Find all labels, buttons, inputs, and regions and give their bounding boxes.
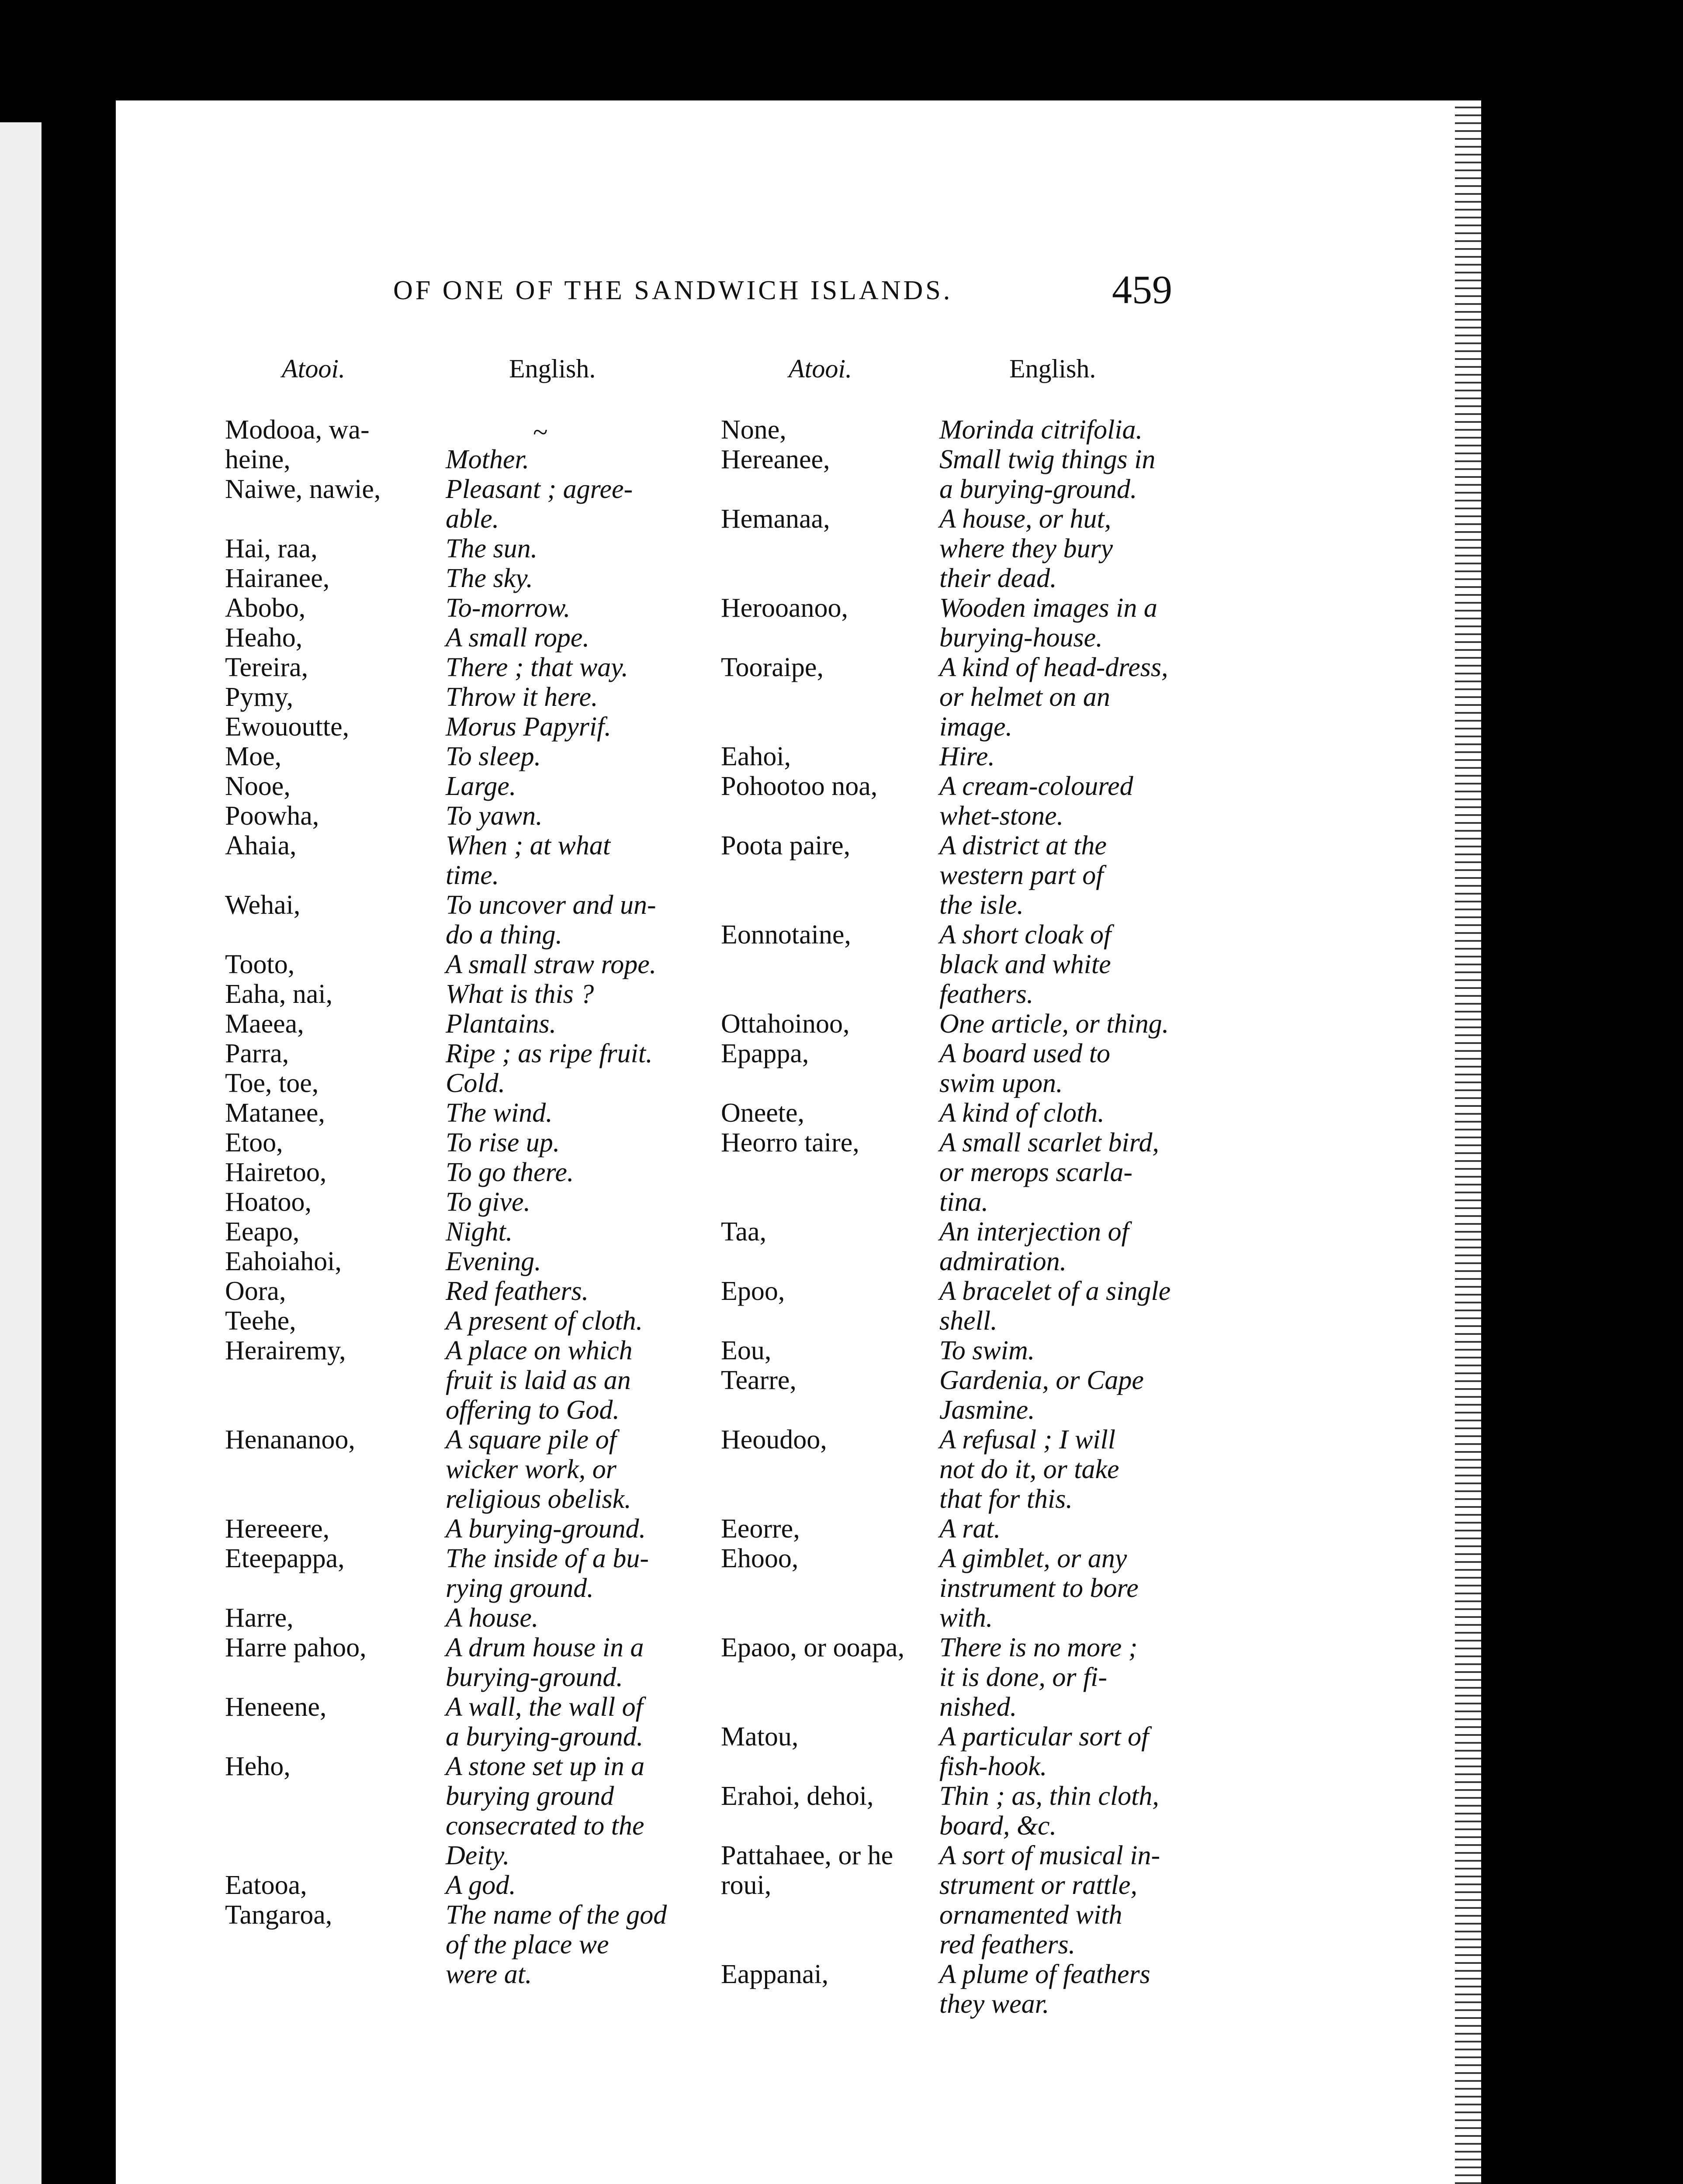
english-gloss: A rat. (939, 1514, 1001, 1544)
native-word: Harre, (225, 1603, 294, 1633)
native-word: Eahoi, (721, 742, 791, 771)
native-word: Eahoiahoi, (225, 1247, 342, 1276)
native-word: Hai, raa, (225, 534, 318, 563)
native-word: Eeapo, (225, 1217, 300, 1247)
english-gloss: Morinda citrifolia. (939, 415, 1143, 445)
english-gloss: ornamented with (939, 1900, 1122, 1930)
native-word: Ehooo, (721, 1544, 799, 1573)
english-gloss: of the place we (446, 1930, 609, 1959)
native-word: Taa, (721, 1217, 767, 1247)
native-word: Ahaia, (225, 831, 297, 860)
english-gloss: offering to God. (446, 1395, 620, 1425)
native-word: Hereeere, (225, 1514, 330, 1544)
english-gloss: A stone set up in a (446, 1752, 645, 1781)
english-gloss: A plume of feathers (939, 1959, 1150, 1989)
native-word: Pymy, (225, 682, 294, 712)
english-gloss: A house. (446, 1603, 539, 1633)
english-gloss: or helmet on an (939, 682, 1110, 712)
english-gloss: Large. (446, 771, 516, 801)
english-gloss: their dead. (939, 563, 1057, 593)
english-gloss: A wall, the wall of (446, 1692, 643, 1722)
english-gloss: One article, or thing. (939, 1009, 1169, 1039)
english-gloss: To-morrow. (446, 593, 571, 623)
english-gloss: A drum house in a (446, 1633, 644, 1662)
english-gloss: A small scarlet bird, (939, 1128, 1159, 1158)
left-word-heading: Atooi. (282, 354, 345, 383)
english-gloss: instrument to bore (939, 1573, 1139, 1603)
english-gloss: A present of cloth. (446, 1306, 643, 1336)
english-gloss: consecrated to the (446, 1811, 644, 1841)
english-gloss: shell. (939, 1306, 997, 1336)
english-gloss: To rise up. (446, 1128, 560, 1158)
native-word: Naiwe, nawie, (225, 474, 381, 504)
native-word: Heorro taire, (721, 1128, 859, 1158)
english-gloss: strument or rattle, (939, 1870, 1137, 1900)
english-gloss: A sort of musical in- (939, 1841, 1160, 1870)
english-gloss: A burying-ground. (446, 1514, 646, 1544)
native-word: Hairetoo, (225, 1158, 327, 1187)
native-word: Eappanai, (721, 1959, 829, 1989)
english-gloss: swim upon. (939, 1068, 1063, 1098)
english-gloss: Plantains. (446, 1009, 557, 1039)
native-word: Poowha, (225, 801, 319, 831)
english-gloss: What is this ? (446, 979, 594, 1009)
native-word: Hairanee, (225, 563, 330, 593)
native-word: Moe, (225, 742, 282, 771)
english-gloss: wicker work, or (446, 1455, 616, 1484)
english-gloss: A board used to (939, 1039, 1110, 1068)
english-gloss: red feathers. (939, 1930, 1076, 1959)
english-gloss: burying-ground. (446, 1662, 623, 1692)
native-word: Modooa, wa- (225, 415, 370, 445)
english-gloss: A house, or hut, (939, 504, 1112, 534)
native-word: Eteepappa, (225, 1544, 345, 1573)
english-gloss: Pleasant ; agree- (446, 474, 633, 504)
english-gloss: fish-hook. (939, 1752, 1047, 1781)
english-gloss: Ripe ; as ripe fruit. (446, 1039, 653, 1068)
english-gloss: The sky. (446, 563, 533, 593)
english-gloss: A refusal ; I will (939, 1425, 1115, 1455)
english-gloss: The sun. (446, 534, 538, 563)
page-number: 459 (1112, 267, 1172, 312)
native-word: Toe, toe, (225, 1068, 319, 1098)
english-gloss: Mother. (446, 445, 530, 474)
english-gloss: The wind. (446, 1098, 553, 1128)
native-word: Teehe, (225, 1306, 296, 1336)
native-word: Tereira, (225, 653, 308, 682)
english-gloss: time. (446, 860, 499, 890)
native-word: Eaha, nai, (225, 979, 333, 1009)
english-gloss: not do it, or take (939, 1455, 1119, 1484)
english-gloss: rying ground. (446, 1573, 594, 1603)
english-gloss: A short cloak of (939, 920, 1112, 950)
english-gloss: A small rope. (446, 623, 589, 653)
native-word: Eou, (721, 1336, 772, 1365)
native-word: Tearre, (721, 1365, 796, 1395)
english-gloss: where they bury (939, 534, 1113, 563)
english-gloss: fruit is laid as an (446, 1365, 631, 1395)
english-gloss: Gardenia, or Cape (939, 1365, 1144, 1395)
native-word: Oneete, (721, 1098, 805, 1128)
native-word: Heoudoo, (721, 1425, 827, 1455)
english-gloss: There ; that way. (446, 653, 628, 682)
left-english-heading: English. (509, 354, 596, 383)
native-word: Henananoo, (225, 1425, 355, 1455)
english-gloss: A district at the (939, 831, 1107, 860)
english-gloss: To give. (446, 1187, 531, 1217)
native-word: Hereanee, (721, 445, 830, 474)
native-word: heine, (225, 445, 291, 474)
english-gloss: A place on which (446, 1336, 633, 1365)
native-word: Matou, (721, 1722, 799, 1752)
english-gloss: admiration. (939, 1247, 1067, 1276)
english-gloss: When ; at what (446, 831, 611, 860)
native-word: Pattahaee, or he (721, 1841, 893, 1870)
english-gloss: To swim. (939, 1336, 1035, 1365)
english-gloss: A particular sort of (939, 1722, 1149, 1752)
native-word: Poota paire, (721, 831, 851, 860)
english-gloss: Cold. (446, 1068, 506, 1098)
native-word: Eonnotaine, (721, 920, 851, 950)
native-word: Ewououtte, (225, 712, 350, 742)
english-gloss: Jasmine. (939, 1395, 1035, 1425)
english-gloss: To sleep. (446, 742, 541, 771)
native-word: Ottahoinoo, (721, 1009, 850, 1039)
english-gloss: The inside of a bu- (446, 1544, 649, 1573)
english-gloss: Evening. (446, 1247, 541, 1276)
native-word: Eatooa, (225, 1870, 307, 1900)
native-word: Harre pahoo, (225, 1633, 367, 1662)
english-gloss: Hire. (939, 742, 995, 771)
english-gloss: Thin ; as, thin cloth, (939, 1781, 1159, 1811)
native-word: Nooe, (225, 771, 291, 801)
native-word: Epoo, (721, 1276, 785, 1306)
native-word: Heneene, (225, 1692, 327, 1722)
native-word: Tangaroa, (225, 1900, 332, 1930)
native-word: Tooraipe, (721, 653, 824, 682)
english-gloss: black and white (939, 950, 1111, 979)
english-gloss: Red feathers. (446, 1276, 589, 1306)
english-gloss: There is no more ; (939, 1633, 1138, 1662)
native-word: Hemanaa, (721, 504, 830, 534)
right-english-heading: English. (1009, 354, 1096, 383)
native-word: Pohootoo noa, (721, 771, 878, 801)
native-word: Etoo, (225, 1128, 283, 1158)
english-gloss: A kind of head-dress, (939, 653, 1168, 682)
native-word: Maeea, (225, 1009, 304, 1039)
english-gloss: board, &c. (939, 1811, 1057, 1841)
adjacent-page-strip (0, 122, 42, 2184)
dash-mark: ~ (533, 418, 548, 447)
native-word: Erahoi, dehoi, (721, 1781, 874, 1811)
native-word: Herairemy, (225, 1336, 346, 1365)
english-gloss: burying ground (446, 1781, 614, 1811)
english-gloss: To uncover and un- (446, 890, 656, 920)
native-word: Hoatoo, (225, 1187, 312, 1217)
english-gloss: the isle. (939, 890, 1024, 920)
running-title: OF ONE OF THE SANDWICH ISLANDS. (393, 276, 953, 305)
english-gloss: nished. (939, 1692, 1017, 1722)
native-word: roui, (721, 1870, 772, 1900)
native-word: Heho, (225, 1752, 291, 1781)
english-gloss: To go there. (446, 1158, 574, 1187)
english-gloss: A gimblet, or any (939, 1544, 1127, 1573)
english-gloss: able. (446, 504, 499, 534)
english-gloss: were at. (446, 1959, 532, 1989)
native-word: Matanee, (225, 1098, 325, 1128)
english-gloss: An interjection of (939, 1217, 1129, 1247)
english-gloss: Morus Papyrif. (446, 712, 611, 742)
native-word: Parra, (225, 1039, 289, 1068)
native-word: Herooanoo, (721, 593, 848, 623)
english-gloss: burying-house. (939, 623, 1103, 653)
english-gloss: a burying-ground. (446, 1722, 644, 1752)
english-gloss: they wear. (939, 1989, 1049, 2019)
native-word: Oora, (225, 1276, 286, 1306)
english-gloss: with. (939, 1603, 993, 1633)
english-gloss: it is done, or fi- (939, 1662, 1108, 1692)
english-gloss: Night. (446, 1217, 513, 1247)
english-gloss: do a thing. (446, 920, 562, 950)
english-gloss: religious obelisk. (446, 1484, 631, 1514)
english-gloss: image. (939, 712, 1013, 742)
english-gloss: A kind of cloth. (939, 1098, 1105, 1128)
native-word: Abobo, (225, 593, 306, 623)
english-gloss: A small straw rope. (446, 950, 657, 979)
native-word: None, (721, 415, 786, 445)
native-word: Heaho, (225, 623, 303, 653)
english-gloss: To yawn. (446, 801, 543, 831)
native-word: Wehai, (225, 890, 301, 920)
english-gloss: The name of the god (446, 1900, 667, 1930)
english-gloss: tina. (939, 1187, 988, 1217)
english-gloss: that for this. (939, 1484, 1073, 1514)
english-gloss: Deity. (446, 1841, 510, 1870)
native-word: Epaoo, or ooapa, (721, 1633, 905, 1662)
native-word: Tooto, (225, 950, 295, 979)
right-word-heading: Atooi. (789, 354, 852, 383)
english-gloss: Small twig things in (939, 445, 1156, 474)
english-gloss: western part of (939, 860, 1104, 890)
english-gloss: A cream-coloured (939, 771, 1133, 801)
english-gloss: A bracelet of a single (939, 1276, 1171, 1306)
native-word: Epappa, (721, 1039, 809, 1068)
english-gloss: A god. (446, 1870, 516, 1900)
english-gloss: A square pile of (446, 1425, 616, 1455)
native-word: Eeorre, (721, 1514, 800, 1544)
english-gloss: Wooden images in a (939, 593, 1157, 623)
english-gloss: whet-stone. (939, 801, 1064, 831)
english-gloss: Throw it here. (446, 682, 598, 712)
page-edge (1455, 100, 1481, 2184)
english-gloss: or merops scarla- (939, 1158, 1133, 1187)
english-gloss: a burying-ground. (939, 474, 1137, 504)
english-gloss: feathers. (939, 979, 1034, 1009)
